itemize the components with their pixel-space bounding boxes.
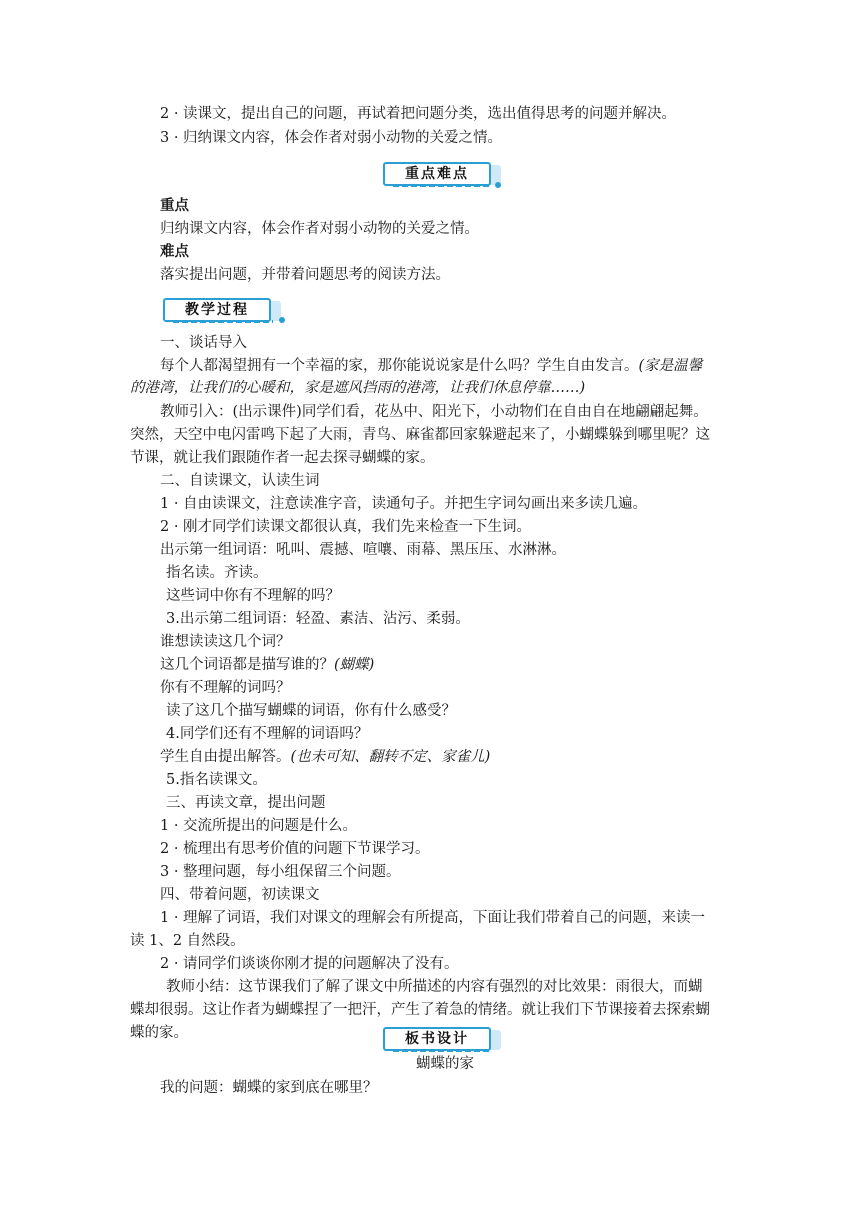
banner-title: 教学过程: [185, 302, 249, 318]
list-item: 1 · 交流所提出的问题是什么。: [160, 818, 358, 834]
list-item: 4.同学们还有不理解的词语吗？: [166, 726, 369, 742]
key-label: 重点: [160, 197, 189, 214]
list-item: 1 · 自由读课文，注意读准字音，读通句子。并把生字词勾画出来多读几遍。: [160, 496, 648, 512]
banner-teaching-process: [163, 298, 293, 324]
list-item: 这几个词语都是描写谁的？(蝴蝶): [160, 657, 375, 673]
list-item: 指名读。齐读。: [166, 565, 268, 581]
summary-line: 教师小结：这节课我们了解了课文中所描述的内容有强烈的对比效果：雨很大，而蝴: [166, 979, 703, 995]
part3-heading: 三、再读文章，提出问题: [166, 795, 326, 811]
difficult-text: 落实提出问题，并带着问题思考的阅读方法。: [160, 267, 450, 283]
list-item: 3.出示第二组词语：轻盈、素洁、沾污、柔弱。: [166, 611, 470, 627]
difficult-label: 难点: [160, 243, 189, 260]
paragraph-line: 节课，就让我们跟随作者一起去探寻蝴蝶的家。: [130, 450, 435, 466]
list-item: 你有不理解的词吗？: [160, 680, 291, 696]
banner-board-design: [383, 1027, 507, 1053]
list-item: 读 1、2 自然段。: [130, 933, 245, 949]
dot-decoration-icon: [495, 182, 501, 188]
list-item: 读了这几个描写蝴蝶的词语，你有什么感受？: [166, 703, 456, 719]
summary-line: 蝶的家。: [130, 1025, 188, 1041]
banner-title: 板书设计: [405, 1031, 469, 1047]
key-text: 归纳课文内容，体会作者对弱小动物的关爱之情。: [160, 221, 479, 237]
objective-3: 3 · 归纳课文内容，体会作者对弱小动物的关爱之情。: [160, 130, 503, 146]
paragraph-line: 的港湾，让我们的心暖和，家是遮风挡雨的港湾，让我们休息停靠……): [130, 380, 586, 396]
part2-heading: 二、自读课文，认读生词: [160, 473, 320, 489]
list-item: 这些词中你有不理解的吗？: [166, 588, 340, 604]
list-item: 学生自由提出解答。(也未可知、翻转不定、家雀儿): [160, 749, 491, 765]
banner-key-difficult: [383, 162, 507, 188]
list-item: 谁想读读这几个词？: [160, 634, 291, 650]
list-item: 2 · 梳理出有思考价值的问题下节课学习。: [160, 841, 430, 857]
paragraph-line: 突然，天空中电闪雷鸣下起了大雨，青鸟、麻雀都回家躲避起来了，小蝴蝶躲到哪里呢？这: [130, 427, 710, 443]
banner-title: 重点难点: [405, 166, 469, 182]
part4-heading: 四、带着问题，初读课文: [160, 887, 320, 903]
summary-line: 蝶却很弱。这让作者为蝴蝶捏了一把汗，产生了着急的情绪。就让我们下节课接着去探索蝴: [130, 1002, 710, 1018]
list-item: 3 · 整理问题，每小组保留三个问题。: [160, 864, 401, 880]
list-item: 1 · 理解了词语，我们对课文的理解会有所提高，下面让我们带着自己的问题，来读一: [160, 910, 706, 926]
list-item: 2 · 刚才同学们读课文都很认真，我们先来检查一下生词。: [160, 519, 532, 535]
list-item: 出示第一组词语：吼叫、震撼、喧嚷、雨幕、黑压压、水淋淋。: [160, 542, 566, 558]
list-item: 5.指名读课文。: [166, 772, 267, 788]
objective-2: 2 · 读课文，提出自己的问题，再试着把问题分类，选出值得思考的问题并解决。: [160, 106, 677, 122]
part1-heading: 一、谈话导入: [160, 335, 247, 351]
board-question: 我的问题：蝴蝶的家到底在哪里？: [160, 1080, 378, 1096]
list-item: 2 · 请同学们谈谈你刚才提的问题解决了没有。: [160, 956, 459, 972]
board-title: 蝴蝶的家: [416, 1056, 474, 1072]
dot-decoration-icon: [279, 317, 285, 323]
paragraph-line: 每个人都渴望拥有一个幸福的家，那你能说说家是什么吗？学生自由发言。(家是温馨: [160, 358, 703, 374]
paragraph-line: 教师引入：(出示课件)同学们看，花丛中、阳光下，小动物们在自由自在地翩翩起舞。: [160, 404, 708, 420]
